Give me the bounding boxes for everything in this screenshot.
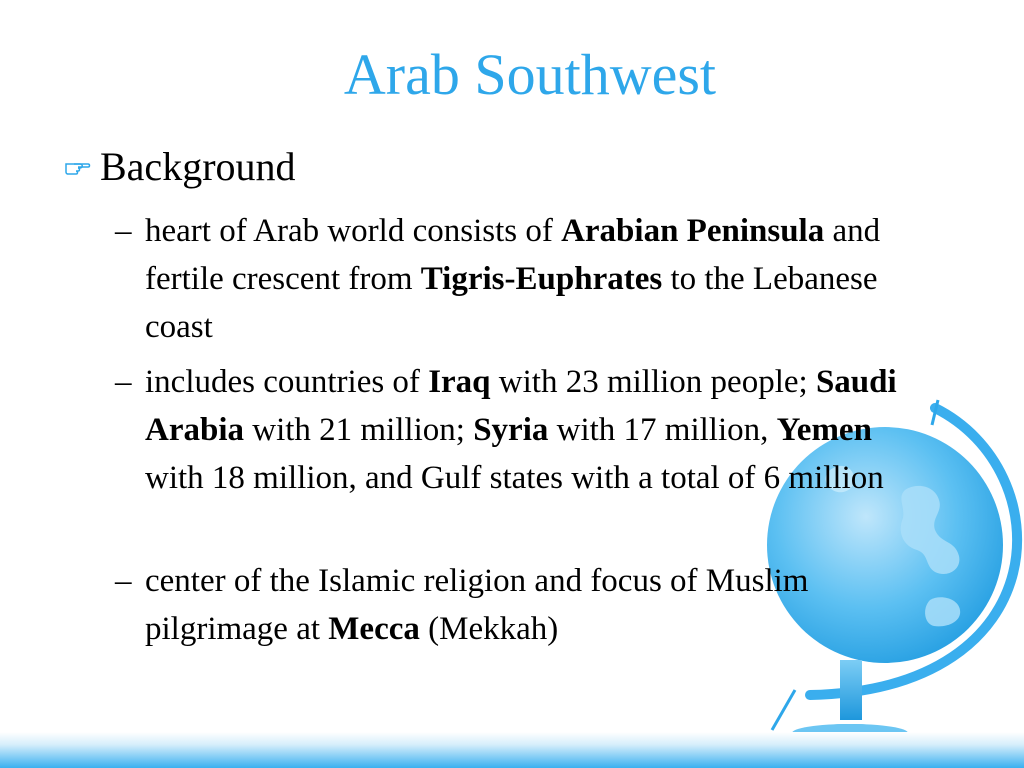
bullet-dash: – xyxy=(115,364,132,400)
slide-title: Arab Southwest xyxy=(343,42,717,107)
bullet-text: with 23 million people; xyxy=(490,364,816,400)
heading-background: Background xyxy=(100,144,296,189)
footer-bar xyxy=(0,732,1024,768)
bullet-emphasis: Iraq xyxy=(428,364,491,400)
bullet-text: to the Lebanese coast xyxy=(145,261,878,345)
bullet-dash: – xyxy=(115,563,132,599)
bullet-emphasis: Tigris-Euphrates xyxy=(420,261,663,297)
bullet-text: includes countries of xyxy=(145,364,429,400)
bullet-emphasis: Yemen xyxy=(776,412,872,448)
bullet-text: with 18 million, and Gulf states with a total of 6 million xyxy=(145,460,884,496)
pointing-hand-icon xyxy=(64,156,92,176)
bullet-emphasis: Mecca xyxy=(328,611,420,647)
bullet-emphasis: Saudi Arabia xyxy=(145,364,897,448)
bullet-item xyxy=(115,358,935,502)
bullet-emphasis: Arabian Peninsula xyxy=(561,213,825,249)
bullet-dash: – xyxy=(115,213,132,249)
bullet-item xyxy=(115,207,935,351)
bullet-text: heart of Arab world consists of xyxy=(145,213,562,249)
bullet-text: with 21 million; xyxy=(244,412,474,448)
bullet-item xyxy=(115,557,935,653)
bullet-text: center of the Islamic religion and focus of Muslim pilgrimage at xyxy=(145,563,809,647)
bullet-text: (Mekkah) xyxy=(419,611,559,647)
bullet-text: with 17 million, xyxy=(548,412,777,448)
bullet-text: and fertile crescent from xyxy=(145,213,881,297)
bullet-emphasis: Syria xyxy=(473,412,549,448)
